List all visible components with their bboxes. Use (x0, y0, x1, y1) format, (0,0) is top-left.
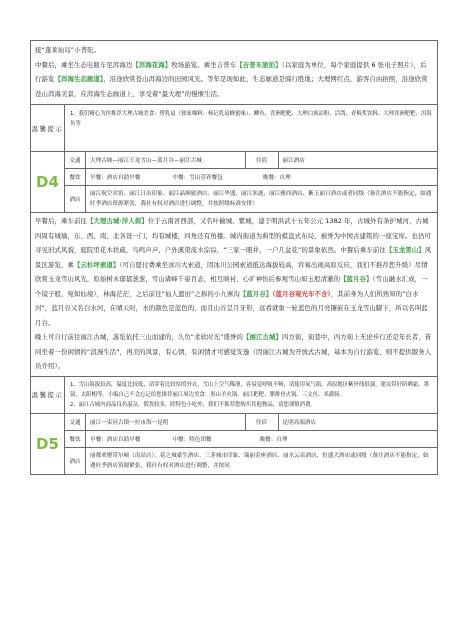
day-block-d4 (31, 151, 437, 212)
day-grid (65, 414, 437, 474)
hotel-header: 酒店 (65, 448, 86, 474)
hotel-value: 丽都欢聚带尔顿（南站店）、花之城豪生酒店、三茅城市印象、瑞丽金座酒店、丽水云泉酒店、恒盛大酒店或同级（备注酒店不能指定，如遇旺季酒店资源紧张，我社有权对酒店进行调整，并按同 (90, 452, 429, 469)
breakfast: 早餐：酒店自助早餐 (90, 436, 141, 443)
traffic-header: 交通 (65, 152, 86, 168)
stay-header: 住宿 (246, 414, 279, 430)
text-segment: 位于云南省西部，又名叶榆城、紫城，建于明洪武十五年公元 1382 年，古城外有条护城河，古城四周有城墙，东、西、南、北各设一门，均有城楼，四角还有角楼。城内街道为典型的棋盘式布局，被誉为中国古建筑的一座宝库。也仍可寻见旧式风貌，庭院里花木扶疏，鸟鸣声声，户外溪渠流水淙淙，“三家一眼井，一户几盆花”的景象依然。中餐后乘车前往 (35, 217, 431, 254)
breakfast: 早餐：酒店自助早餐 (90, 175, 141, 181)
traffic-row (65, 152, 437, 169)
tip-label: 温馨提示 (31, 105, 65, 151)
stay-value: 昆明高端酒店 (282, 419, 317, 426)
dinner: 晚餐：自理 (262, 175, 291, 181)
attraction-highlight: 【蓝月谷】 (239, 289, 273, 298)
itinerary-table (30, 40, 438, 475)
tip-list (65, 377, 437, 413)
text-segment: ，沿途欣赏苍山洱海边的田园风光。等年是现如此，生态廊道是骑行胜地；大理网红点，游客自由拍照，沿途欣赏苍山洱海美景，在洱海生态廊道上，享受着“最大理”的慢惬生活。 (35, 75, 428, 98)
tip-row-1 (31, 104, 437, 151)
text-segment: 牧场游览。乘坐吉普车 (171, 60, 237, 69)
main-paragraph (31, 213, 437, 376)
text-segment: 早餐后，乘车前往 (35, 217, 87, 225)
attraction-highlight: 【大理古城·洋人街】 (86, 217, 148, 225)
attraction-highlight: 【洱海花海】 (132, 60, 172, 69)
text-segment: （雪山融水汇成，一个镜子般，宛如仙境），林海茫茫，之后前往“仙人遗田”之称的小九寨沟 (35, 275, 428, 298)
stay-header: 住宿 (246, 152, 279, 168)
tip-label: 温馨提示 (31, 377, 65, 413)
intro-line2 (35, 58, 432, 102)
intro-line1: 接“蓬莱仙岛”小普陀。 (35, 46, 101, 54)
traffic-header: 交通 (65, 414, 86, 430)
day-label: D4 (31, 152, 65, 212)
attraction-highlight: 【蓝月谷】 (340, 275, 373, 283)
hotel-header: 酒店 (65, 186, 86, 212)
paragraph-2 (35, 330, 432, 374)
dinner: 晚餐：自理 (259, 436, 288, 443)
meal-row (65, 169, 437, 186)
text-segment: 中餐后，乘坐生态电瓶车至洱海边 (35, 60, 133, 69)
meal-header: 餐饮 (65, 169, 86, 185)
text-segment: 风景区游览，乘 (35, 246, 432, 269)
traffic-value: 丽江一束河古镇一拉市海一昆明 (86, 414, 246, 430)
tip-text: 1、我们精心为你推荐大理古城美食：烤乳扇（独家爆料：杨记乳扇蜂蜜味）、鲫鱼、喜洲粑粑、大理白族凉粉、活鸽、青梅炙饮料、大理喜洲粑粑、洱海鱼等 (70, 111, 432, 127)
text-segment: 晚上可自行前往丽江古城，游览依托三山而建的，久负“柔软时光”盛誉的 (35, 333, 244, 341)
meal-row (65, 431, 437, 448)
text-segment: （以家庭为单位，每个家庭提供 6 张电子照片），后行游览 (35, 60, 427, 83)
attraction-highlight: 【丽江古城】 (243, 333, 282, 341)
hotel-row (65, 448, 437, 474)
attraction-highlight: 【吉普车旅拍】 (236, 60, 282, 69)
traffic-row (65, 414, 437, 431)
tip-item: 1、雪山海拔较高，温度比较低，请穿着比较厚的外衣。雪山上空气稀薄，容易觉呼吸不畅，请使用氧气瓶。高原地区紫外线很强，建议带好防晒霜，墨镜，太阳帽等。小编自己不会忘记给您推荐丽江周边美食：黑山羊火锅、丽江粑粑、腊排骨火锅、三文鱼、米灌肠。 (70, 381, 430, 398)
meal-header: 餐饮 (65, 431, 86, 447)
attraction-highlight: 【玉龙雪山】 (385, 246, 425, 254)
traffic-value: 大理古城—丽江玉龙雪山—蓝月谷—丽江古城 (86, 152, 246, 168)
intro-paragraph (31, 41, 437, 104)
tip-item: 2、丽江古城内商品良名混杂，假货较多，除特色小吃外，我们不推荐您购买其他物品，请您谨慎消费。 (70, 401, 316, 408)
meal-values (86, 169, 437, 185)
warning-note: （蓝月谷观光车不含） (272, 289, 331, 298)
day-grid (65, 152, 437, 212)
tip-row-2 (31, 376, 437, 413)
day-label: D5 (31, 414, 65, 474)
lunch: 中餐：特色团餐 (172, 436, 212, 443)
hotel-value: 丽江航空宾馆、丽江日出印象、丽江晶顺旅酒店、丽江华盛、丽江朱鹿、丽江雅西酒店、紫玉丽日酒店或者同级（备注酒店不能指定，如遇旺季酒店资源紧张，我社有权对酒店进行调整，并按照级标准安排） (90, 191, 432, 207)
meal-values (86, 431, 437, 447)
lunch: 中餐：雪山营养餐包 (172, 175, 223, 181)
text-segment: ，其前身为人们所熟知的“白水河”，蓝月谷又名白水河，在晴天时，水的颜色是蓝色的，而且山谷呈月牙形，远看就象一轮蓝色的月亮镶嵌在玉龙雪山脚下，所以名叫蓝月谷。 (35, 289, 428, 327)
attraction-highlight: 【洱海生态廊道】 (54, 75, 104, 83)
attraction-highlight: 【云杉坪索道】 (73, 260, 120, 269)
hotel-row (65, 186, 437, 212)
text-segment: 四方街，街巷中，四方街上无论步行还是年长者，皆同坐着一份闲情的“浪漫生活”，再美的风景，有心情，有闲情才可感觉安逸（因丽江古城为开放式古城，基本为自行游览，则不提供服务人员介绍）。 (35, 333, 432, 370)
stay-value: 丽江酒店 (282, 158, 305, 164)
paragraph-1 (35, 214, 432, 330)
day-block-d5 (31, 413, 437, 474)
text-segment: （可自愿付费乘坐冰川大索道，因冰川公园索道抵达海拔较高，容易出现高原反应，我们不推荐您升级）尽情欣赏玉龙雪山风光，原始树木郁郁葱葱，雪山诸峰千姿百态，相互映衬，心旷神怡后参观雪山如玉般清澈的 (35, 260, 428, 283)
